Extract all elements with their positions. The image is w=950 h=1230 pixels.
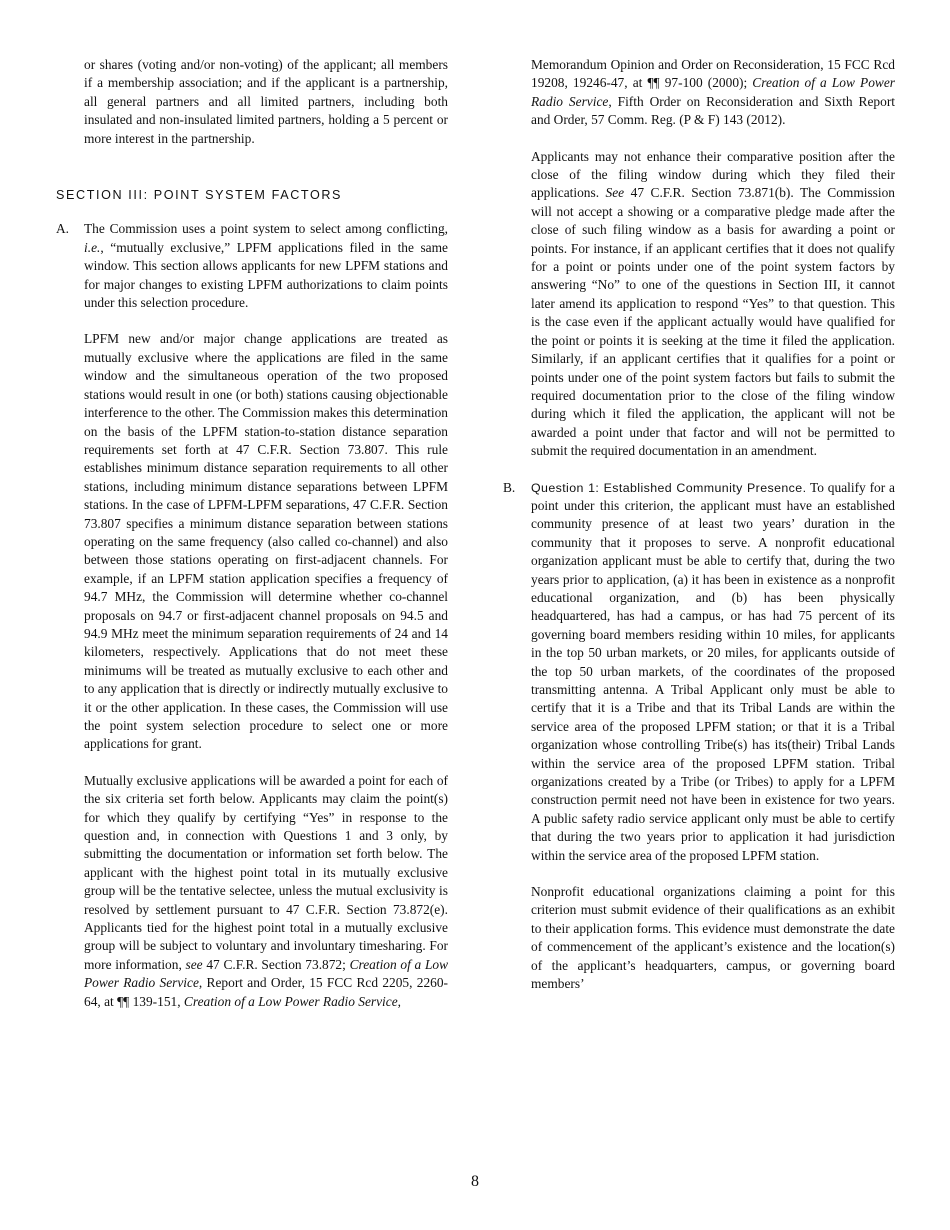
item-a xyxy=(56,220,448,1011)
left-column xyxy=(56,56,448,1029)
item-b-paragraph-1: Question 1: Established Community Presence. To qualify for a point under this criterion, the applicant must have an established community presence of at least two years’ duration in the community that it proposes to serve. A nonprofit educational organization applicant must be able to certify that, during the two years prior to application, (a) it has been in existence as a nonprofit educational organization, and (b) has been physically headquartered, has had a campus, or has had 75 percent of its governing board members residing within 10 miles, for applicants in the top 50 urban markets, or 20 miles, for applicants outside of the top 50 urban markets, of the coordinates of the proposed transmitting antenna. A Tribal Applicant only must be able to certify that it is a Tribe and that its Tribal Lands are within the service area of the proposed LPFM station; or that it is a Tribal organization whose controlling Tribe(s) has its(their) Tribal Lands within the service area of the proposed LPFM station. Tribal organizations created by a Tribe (or Tribes) to apply for a LPFM construction permit need not have been in existence for two years. A public safety radio service applicant only must be able to certify that during the two years prior to application it had jurisdiction within the service area of the proposed LPFM station. xyxy=(531,479,895,863)
page-number: 8 xyxy=(471,1173,479,1190)
comparative-position-paragraph: Applicants may not enhance their comparative position after the close of the filing window during which they filed their applications. See 47 C.F.R. Section 73.871(b). The Commission will not accept a showing or a comparative pledge made after the close of such filing window as a basis for awarding a point or points. For instance, if an applicant certifies that it does not qualify for a point or points under one of the point system factors by answering “No” to one of the questions in Section III, it cannot later amend its application to respond “Yes” to that question. This is the case even if the applicant actually would have qualified for the point or points it is seeking at the time it filed the application. Similarly, if an applicant certifies that it qualifies for a point or points under one of the point system factors but fails to submit the required documentation prior to the close of the filing window during which it filed the application, the applicant will not be awarded a point under that factor and will not be permitted to submit the required documentation in an amendment. xyxy=(531,148,895,459)
question-1-title: Question 1: Established Community Presence. xyxy=(531,480,807,495)
section-heading: SECTION III: POINT SYSTEM FACTORS xyxy=(56,188,343,203)
continued-paragraph: or shares (voting and/or non-voting) of the applicant; all members if a membership association; and if the applicant is a partnership, all general partners and all limited partners, including both insulated and non-insulated limited partners, holding a 5 percent or more interest in the partnership. xyxy=(84,57,448,146)
item-a-paragraph-2: LPFM new and/or major change applications are treated as mutually exclusive where the applications are filed in the same window and the simultaneous operation of the two proposed stations would result in one (or both) stations causing objectionable interference to the other. The Commission makes this determination on the basis of the LPFM station-to-station distance separation requirements set forth at 47 C.F.R. Section 73.807. This rule establishes minimum distance separation requirements to all other stations, including minimum distance separations between LPFM stations. In the case of LPFM-LPFM separations, 47 C.F.R. Section 73.807 specifies a minimum distance separation between stations operating on the same frequency (also called co-channel) and also between those stations operating on first-adjacent channels. For example, if an LPFM station application specifies a frequency of 94.7 MHz, the Commission will determine whether co-channel proposals on 94.7 or first-adjacent channel proposals on 94.5 and 94.9 MHz meet the minimum separation requirements of 24 and 14 kilometers, respectively. Applications that do not meet these minimums will be treated as mutually exclusive to each other and to any application that is directly or indirectly mutually exclusive to it or the other application. In these cases, the Commission will use the point system selection procedure to select one or more applications for grant. xyxy=(84,331,448,752)
item-a-marker: A. xyxy=(56,221,70,237)
item-b-paragraph-2: Nonprofit educational organizations claiming a point for this criterion must submit evidence of their qualifications as an exhibit to their application forms. This evidence must demonstrate the date of commencement of the applicant’s existence and the location(s) of the applicant’s headquarters, campus, or governing board members’ xyxy=(531,884,895,992)
citation-continuation: Memorandum Opinion and Order on Reconsideration, 15 FCC Rcd 19208, 19246-47, at ¶¶ 97-100 (2000); Creation of a Low Power Radio Service, Fifth Order on Reconsideration and Sixth Report and Order, 57 Comm. Reg. (P & F) 143 (2012). xyxy=(531,57,895,128)
item-b xyxy=(503,479,895,994)
item-a-paragraph-1: The Commission uses a point system to select among conflicting, i.e., “mutually exclusive,” LPFM applications filed in the same window. This section allows applicants for new LPFM stations and for major changes to existing LPFM authorizations to claim points under this selection procedure. xyxy=(84,221,448,311)
right-column xyxy=(503,56,895,1012)
item-a-paragraph-3: Mutually exclusive applications will be awarded a point for each of the six criteria set forth below. Applicants may claim the point(s) for which they qualify by certifying “Yes” in response to the question and, in connection with Questions 1 and 3 only, by submitting the documentation or information set forth below. The applicant with the highest point total in its mutually exclusive group will be the tentative selectee, unless the mutual exclusivity is resolved by settlement pursuant to 47 C.F.R. Section 73.872(e). Applicants tied for the highest point total in a mutually exclusive group will be subject to voluntary and involuntary timesharing. For more information, see 47 C.F.R. Section 73.872; Creation of a Low Power Radio Service, Report and Order, 15 FCC Rcd 2205, 2260-64, at ¶¶ 139-151, Creation of a Low Power Radio Service, xyxy=(84,772,449,1009)
item-b-marker: B. xyxy=(503,479,516,495)
